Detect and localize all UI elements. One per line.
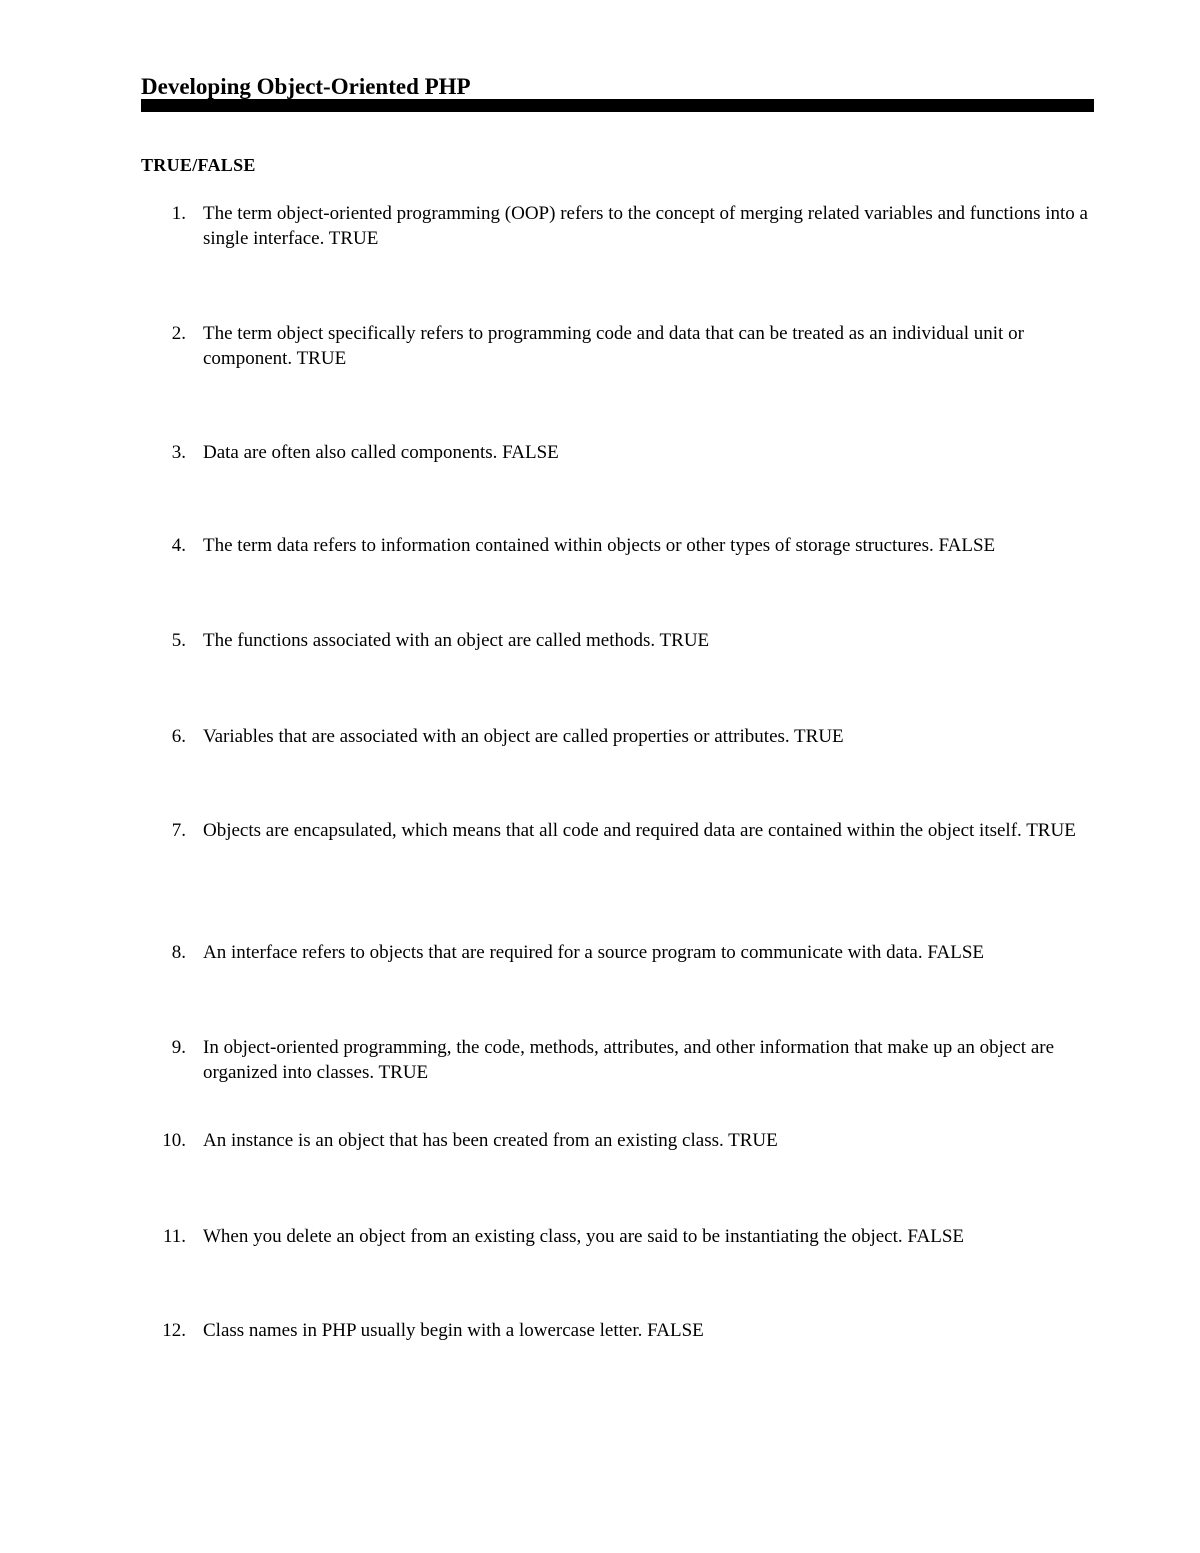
question-text: The term object-oriented programming (OOP) refers to the concept of merging related variables and functions into a single interface. TRUE: [203, 203, 1088, 249]
question-text: Data are often also called components. FALSE: [203, 442, 559, 463]
question-item-12: [150, 1319, 1110, 1344]
question-item-8: [150, 941, 1110, 966]
question-number: 6.: [171, 726, 186, 747]
section-heading: TRUE/FALSE: [141, 155, 256, 175]
question-item-3: [150, 441, 1110, 466]
question-text: Variables that are associated with an object are called properties or attributes. TRUE: [203, 726, 844, 747]
question-number: 7.: [171, 820, 186, 841]
title-underline-rule: [141, 99, 1094, 112]
question-number: 4.: [171, 535, 186, 556]
question-item-9: [150, 1036, 1110, 1085]
question-text: Objects are encapsulated, which means that all code and required data are contained within the object itself. TRUE: [203, 820, 1076, 841]
question-number: 9.: [171, 1037, 186, 1058]
page-title: Developing Object-Oriented PHP: [141, 74, 471, 99]
question-item-10: [150, 1129, 1110, 1154]
question-item-6: [150, 725, 1110, 750]
question-text: An instance is an object that has been created from an existing class. TRUE: [203, 1130, 778, 1151]
question-item-5: [150, 629, 1110, 654]
question-text: The term object specifically refers to programming code and data that can be treated as an individual unit or component. TRUE: [203, 323, 1024, 369]
question-text: An interface refers to objects that are required for a source program to communicate with data. FALSE: [203, 942, 984, 963]
question-text: The functions associated with an object are called methods. TRUE: [203, 630, 710, 651]
question-item-4: [150, 534, 1110, 559]
question-text: Class names in PHP usually begin with a lowercase letter. FALSE: [203, 1320, 704, 1341]
question-item-11: [150, 1225, 1110, 1250]
question-number: 1.: [171, 203, 186, 224]
question-text: The term data refers to information contained within objects or other types of storage structures. FALSE: [203, 535, 996, 556]
question-number: 8.: [171, 942, 186, 963]
question-text: When you delete an object from an existing class, you are said to be instantiating the object. FALSE: [203, 1226, 965, 1247]
question-number: 2.: [171, 323, 186, 344]
question-number: 11.: [162, 1226, 186, 1247]
question-item-2: [150, 322, 1110, 371]
question-number: 3.: [171, 442, 186, 463]
question-number: 10.: [162, 1130, 186, 1151]
question-text: In object-oriented programming, the code, methods, attributes, and other information that make up an object are organized into classes. TRUE: [203, 1037, 1055, 1083]
question-number: 5.: [171, 630, 186, 651]
question-number: 12.: [162, 1320, 186, 1341]
question-item-7: [150, 819, 1110, 844]
question-item-1: [150, 202, 1110, 251]
